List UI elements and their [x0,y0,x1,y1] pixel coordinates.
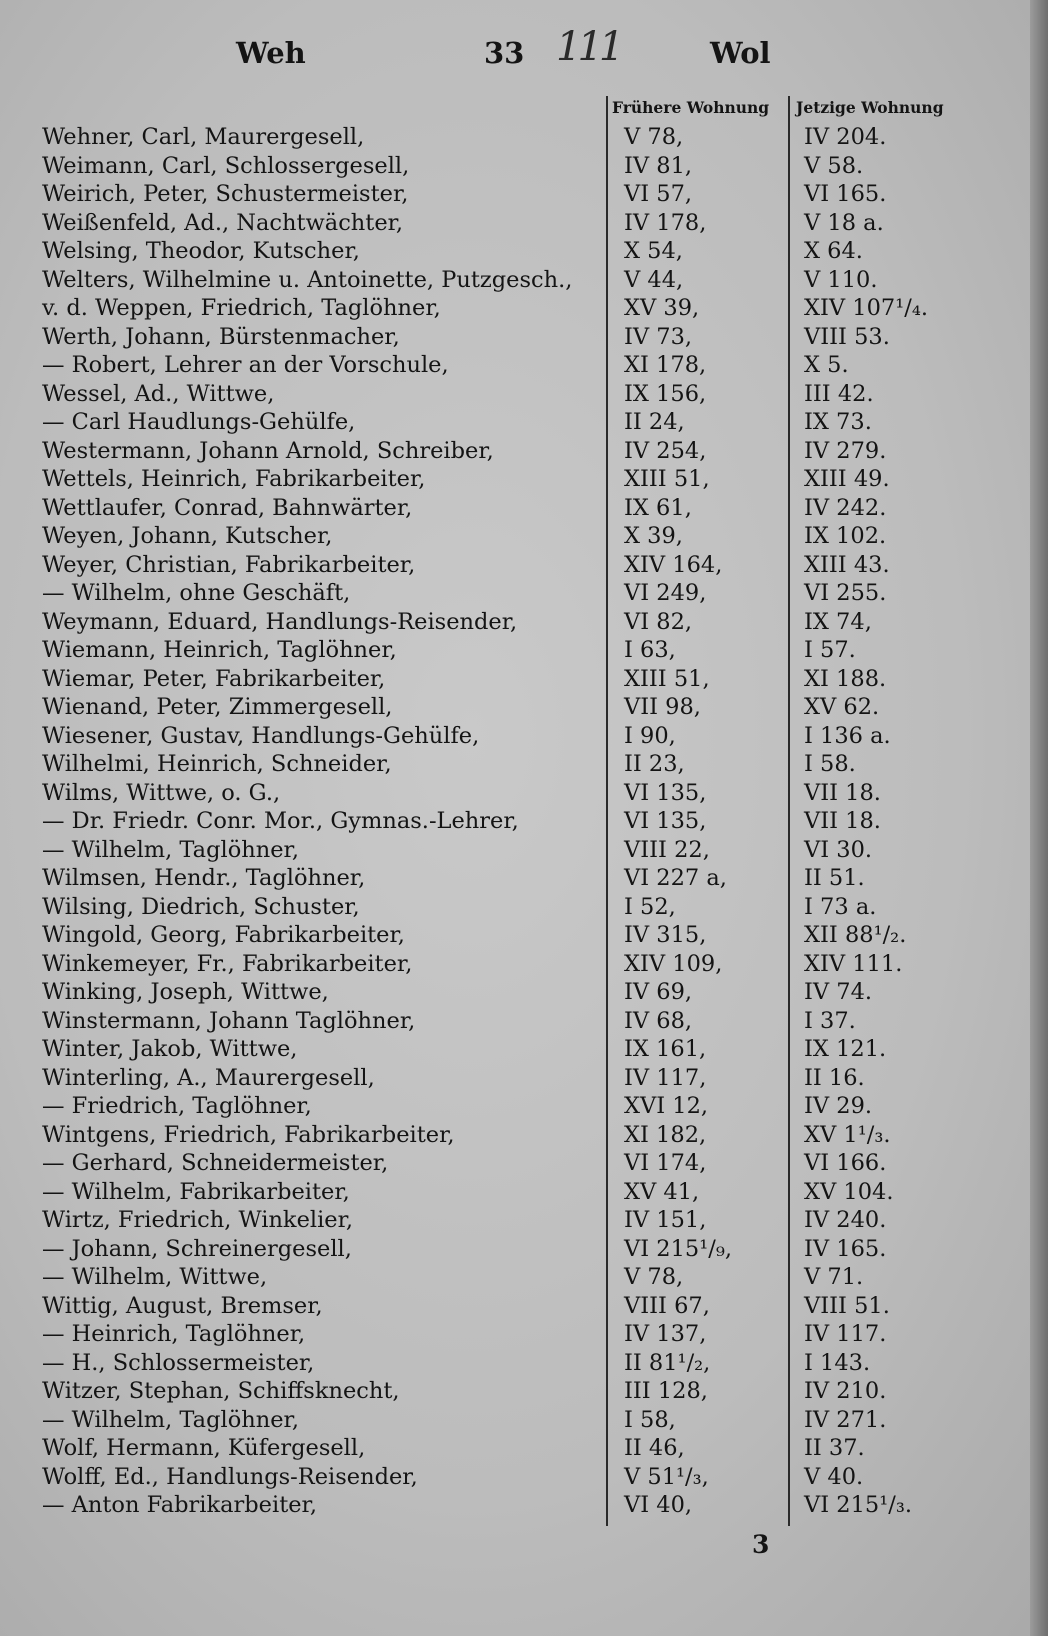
previous-address: VI 174, [624,1150,707,1176]
table-row [0,523,1048,552]
table-row [0,1350,1048,1379]
header-left-word: Weh [236,36,306,70]
table-row [0,894,1048,923]
entry-name: Welters, Wilhelmine u. Antoinette, Putzgesch., [42,266,573,293]
current-address: V 18 a. [804,209,884,236]
previous-address: VII 98, [624,694,701,720]
table-row [0,267,1048,296]
previous-address: XIII 51, [624,665,710,692]
previous-address: VI 215¹/₉, [624,1235,733,1262]
table-row [0,1093,1048,1122]
previous-address: XV 41, [624,1178,700,1205]
table-row [0,181,1048,210]
previous-address: IX 61, [624,494,692,521]
current-address: IV 165. [804,1235,887,1262]
current-address: VII 18. [804,779,881,806]
table-row [0,409,1048,438]
previous-address: VI 227 a, [624,865,727,891]
previous-address: VIII 67, [624,1292,710,1319]
entry-name: Wiemar, Peter, Fabrikarbeiter, [42,665,386,692]
previous-address: VI 82, [624,608,693,635]
table-row [0,466,1048,495]
previous-address: II 81¹/₂, [624,1349,711,1376]
entry-name: Wingold, Georg, Fabrikarbeiter, [42,922,405,948]
entry-name: Winterling, A., Maurergesell, [42,1064,375,1091]
current-address: V 71. [804,1264,864,1290]
table-row [0,1492,1048,1521]
current-address: I 58. [804,751,856,777]
entry-name: Wilms, Wittwe, o. G., [42,779,281,806]
table-row [0,1293,1048,1322]
previous-address: VIII 22, [624,836,710,863]
current-address: I 143. [804,1349,871,1376]
signature-mark: 3 [752,1530,770,1559]
previous-address: V 44, [624,266,684,293]
column-header-current: Jetzige Wohnung [796,98,944,117]
previous-address: XVI 12, [624,1093,709,1119]
entry-name: — Friedrich, Taglöhner, [42,1093,312,1119]
table-row [0,381,1048,410]
entry-name: — Gerhard, Schneidermeister, [42,1150,389,1176]
entry-name: Wiesener, Gustav, Handlungs-Gehülfe, [42,722,480,749]
current-address: IV 117. [804,1321,887,1347]
table-row [0,1122,1048,1151]
entry-name: — Robert, Lehrer an der Vorschule, [42,352,449,378]
previous-address: VI 249, [624,580,707,606]
previous-address: X 39, [624,523,683,549]
current-address: VI 166. [804,1150,887,1176]
previous-address: V 78, [624,1264,684,1290]
current-address: X 5. [804,352,849,378]
current-address: I 73 a. [804,893,877,920]
previous-address: IV 178, [624,209,707,236]
directory-entries [0,124,1048,1521]
table-row [0,580,1048,609]
previous-address: XIV 164, [624,551,723,578]
table-row [0,1008,1048,1037]
current-address: XII 88¹/₂. [804,922,907,948]
table-row [0,495,1048,524]
entry-name: Wittig, August, Bremser, [42,1292,323,1319]
previous-address: II 24, [624,409,685,435]
table-row [0,552,1048,581]
current-address: V 110. [804,266,878,293]
previous-address: VI 57, [624,181,693,207]
table-row [0,837,1048,866]
previous-address: X 54, [624,238,683,264]
current-address: II 16. [804,1064,865,1091]
table-row [0,979,1048,1008]
column-header-previous: Frühere Wohnung [612,98,770,117]
entry-name: — Johann, Schreinergesell, [42,1235,352,1262]
current-address: IV 279. [804,437,887,464]
current-address: VI 30. [804,836,873,863]
entry-name: Wiemann, Heinrich, Taglöhner, [42,637,397,663]
table-row [0,210,1048,239]
entry-name: Wienand, Peter, Zimmergesell, [42,694,393,720]
table-row [0,1236,1048,1265]
entry-name: — Heinrich, Taglöhner, [42,1321,306,1347]
current-address: XV 104. [804,1178,894,1205]
table-row [0,1207,1048,1236]
entry-name: — Wilhelm, Taglöhner, [42,836,299,863]
entry-name: Winkemeyer, Fr., Fabrikarbeiter, [42,950,413,977]
previous-address: VI 135, [624,808,707,834]
previous-address: III 128, [624,1378,708,1404]
entry-name: Weyer, Christian, Fabrikarbeiter, [42,551,416,578]
table-row [0,694,1048,723]
current-address: IX 102. [804,523,887,549]
previous-address: II 23, [624,751,685,777]
table-row [0,1264,1048,1293]
entry-name: Weimann, Carl, Schlossergesell, [42,152,410,179]
entry-name: Weirich, Peter, Schustermeister, [42,181,409,207]
previous-address: IV 254, [624,437,707,464]
table-row [0,238,1048,267]
table-row [0,1407,1048,1436]
entry-name: Witzer, Stephan, Schiffsknecht, [42,1378,400,1404]
table-row [0,780,1048,809]
previous-address: IV 137, [624,1321,707,1347]
table-row [0,1321,1048,1350]
current-address: I 57. [804,637,856,663]
entry-name: Winter, Jakob, Wittwe, [42,1036,298,1062]
previous-address: IV 68, [624,1007,693,1034]
entry-name: Wilmsen, Hendr., Taglöhner, [42,865,366,891]
table-row [0,324,1048,353]
previous-address: IV 151, [624,1207,707,1233]
previous-address: IV 315, [624,922,707,948]
current-address: VI 165. [804,181,887,207]
current-address: XIII 43. [804,551,890,578]
entry-name: — Wilhelm, ohne Geschäft, [42,580,351,606]
table-row [0,751,1048,780]
current-address: XIV 111. [804,950,903,977]
current-address: V 58. [804,152,864,179]
entry-name: Wettels, Heinrich, Fabrikarbeiter, [42,466,426,492]
previous-address: IX 161, [624,1036,707,1062]
table-row [0,637,1048,666]
header-right-word: Wol [710,36,771,70]
current-address: III 42. [804,380,874,407]
previous-address: VI 135, [624,779,707,806]
current-address: XV 62. [804,694,880,720]
current-address: IV 29. [804,1093,873,1119]
current-address: XI 188. [804,665,887,692]
entry-name: Wessel, Ad., Wittwe, [42,380,275,407]
current-address: I 136 a. [804,722,891,749]
entry-name: Wolf, Hermann, Küfergesell, [42,1435,366,1461]
entry-name: — Carl Haudlungs-Gehülfe, [42,409,356,435]
entry-name: — Wilhelm, Taglöhner, [42,1406,299,1433]
entry-name: v. d. Weppen, Friedrich, Taglöhner, [42,295,441,321]
entry-name: — Wilhelm, Wittwe, [42,1264,268,1290]
entry-name: Wilhelmi, Heinrich, Schneider, [42,751,392,777]
entry-name: Weyen, Johann, Kutscher, [42,523,333,549]
table-row [0,352,1048,381]
entry-name: Welsing, Theodor, Kutscher, [42,238,360,264]
previous-address: VI 40, [624,1492,693,1518]
table-row [0,1464,1048,1493]
previous-address: XI 178, [624,352,707,378]
current-address: IX 73. [804,409,872,435]
current-address: XIV 107¹/₄. [804,295,929,321]
previous-address: I 90, [624,722,676,749]
table-row [0,438,1048,467]
current-address: IV 74. [804,979,873,1005]
page-number: 33 [484,36,525,70]
current-address: IX 121. [804,1036,887,1062]
current-address: IV 271. [804,1406,887,1433]
previous-address: II 46, [624,1435,685,1461]
entry-name: Winstermann, Johann Taglöhner, [42,1007,416,1034]
table-row [0,1179,1048,1208]
table-row [0,922,1048,951]
table-row [0,124,1048,153]
current-address: VIII 53. [804,323,890,350]
table-row [0,808,1048,837]
entry-name: — Wilhelm, Fabrikarbeiter, [42,1178,350,1205]
entry-name: Wehner, Carl, Maurergesell, [42,124,365,150]
previous-address: V 78, [624,124,684,150]
current-address: XIII 49. [804,466,890,492]
entry-name: — Anton Fabrikarbeiter, [42,1492,317,1518]
previous-address: XIV 109, [624,950,723,977]
current-address: X 64. [804,238,863,264]
previous-address: XIII 51, [624,466,710,492]
table-row [0,1150,1048,1179]
current-address: VI 215¹/₃. [804,1492,913,1518]
table-row [0,153,1048,182]
previous-address: IV 117, [624,1064,707,1091]
entry-name: — Dr. Friedr. Conr. Mor., Gymnas.-Lehrer, [42,808,519,834]
table-row [0,295,1048,324]
current-address: VI 255. [804,580,887,606]
current-address: IV 242. [804,494,887,521]
previous-address: V 51¹/₃, [624,1463,709,1490]
entry-name: Wolff, Ed., Handlungs-Reisender, [42,1463,418,1490]
current-address: II 51. [804,865,865,891]
current-address: II 37. [804,1435,865,1461]
previous-address: IV 69, [624,979,693,1005]
current-address: IV 204. [804,124,887,150]
entry-name: Westermann, Johann Arnold, Schreiber, [42,437,494,464]
current-address: V 40. [804,1463,864,1490]
page-header [0,24,1048,80]
table-row [0,865,1048,894]
handwritten-mark: 111 [556,24,621,70]
entry-name: Weißenfeld, Ad., Nachtwächter, [42,209,404,236]
entry-name: Wettlaufer, Conrad, Bahnwärter, [42,494,413,521]
table-row [0,723,1048,752]
table-row [0,1036,1048,1065]
entry-name: Wilsing, Diedrich, Schuster, [42,893,360,920]
entry-name: — H., Schlossermeister, [42,1349,315,1376]
previous-address: I 63, [624,637,676,663]
current-address: XV 1¹/₃. [804,1121,891,1148]
current-address: VII 18. [804,808,881,834]
previous-address: XI 182, [624,1121,707,1148]
current-address: IV 210. [804,1378,887,1404]
current-address: IV 240. [804,1207,887,1233]
entry-name: Winking, Joseph, Wittwe, [42,979,329,1005]
column-headers [0,96,1048,122]
previous-address: IV 73, [624,323,693,350]
previous-address: IV 81, [624,152,693,179]
previous-address: I 52, [624,893,676,920]
entry-name: Wintgens, Friedrich, Fabrikarbeiter, [42,1121,455,1148]
table-row [0,1435,1048,1464]
table-row [0,609,1048,638]
previous-address: XV 39, [624,295,700,321]
previous-address: I 58, [624,1406,676,1433]
previous-address: IX 156, [624,380,707,407]
current-address: IX 74, [804,608,872,635]
current-address: I 37. [804,1007,856,1034]
current-address: VIII 51. [804,1292,890,1319]
table-row [0,1378,1048,1407]
entry-name: Werth, Johann, Bürstenmacher, [42,323,400,350]
entry-name: Weymann, Eduard, Handlungs-Reisender, [42,608,518,635]
table-row [0,951,1048,980]
table-row [0,666,1048,695]
table-row [0,1065,1048,1094]
entry-name: Wirtz, Friedrich, Winkelier, [42,1207,354,1233]
